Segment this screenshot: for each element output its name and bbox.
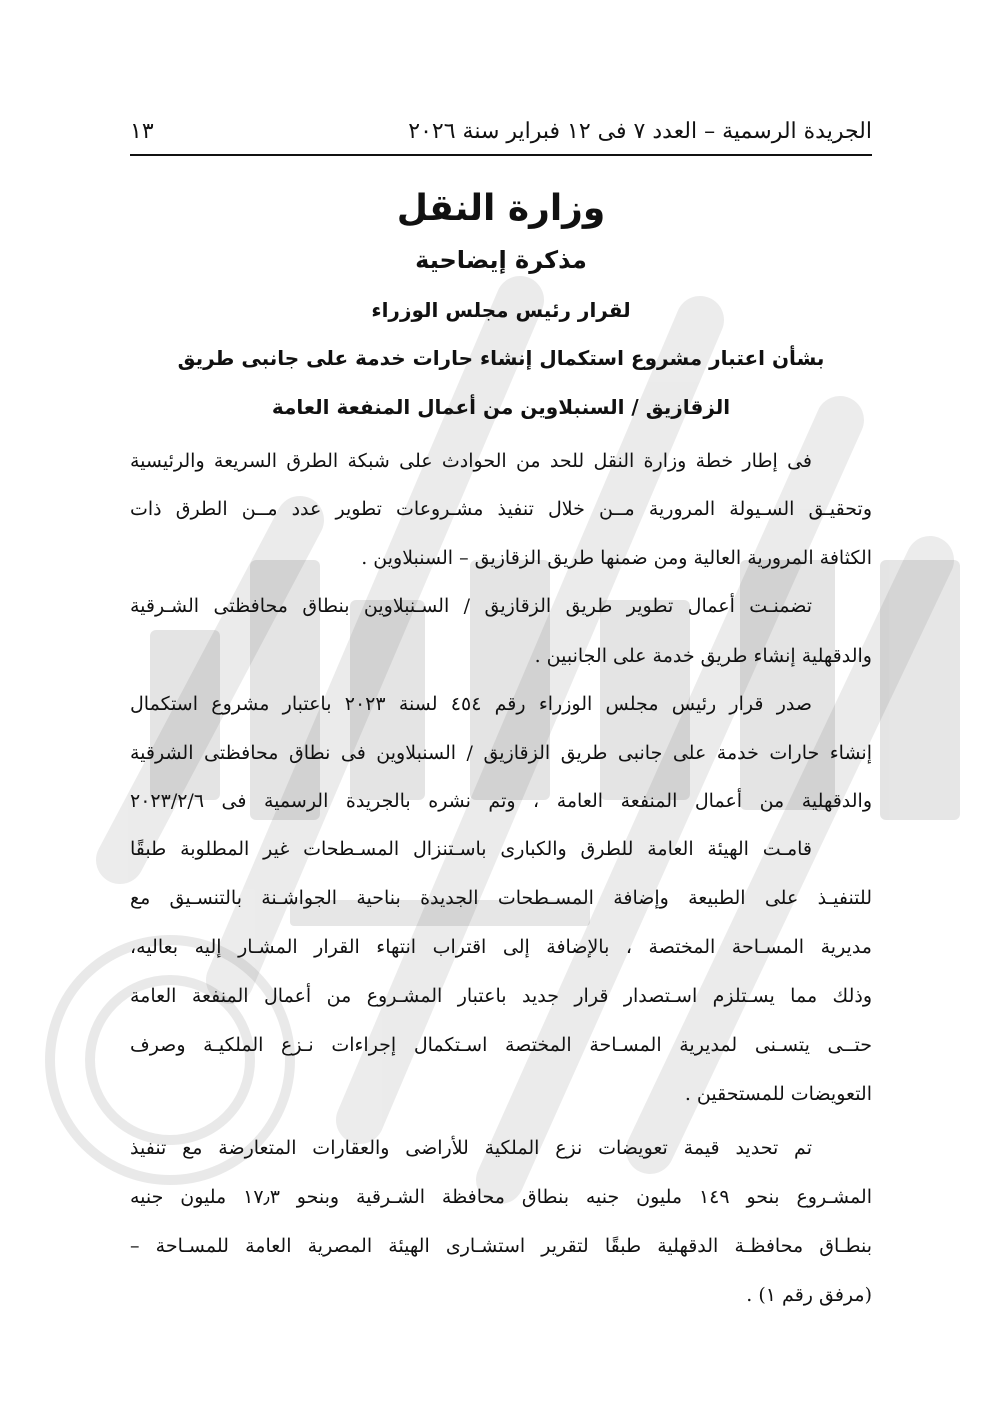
paragraph-4-line: قامـت الهيئة العامة للطرق والكبارى باسـتنزال المسـطحات غير المطلوبة طبقًا [130, 838, 812, 860]
paragraph-2-line: تضمنـت أعمال تطوير طريق الزقازيق / السـنبلاوين بنطاق محافظتى الشـرقية [130, 595, 812, 617]
header-divider [130, 154, 872, 156]
paragraph-4-line: التعويضات للمستحقين . [684, 1083, 872, 1105]
paragraph-3-line: والدقهلية من أعمال المنفعة العامة ، وتم نشره بالجريدة الرسمية فى ٢٠٢٣/٢/٦ [130, 790, 872, 812]
paragraph-1-line: وتحقيـق السـيولة المرورية مــن خلال تنفيذ مشـروعات تطوير عدد مــن الطرق ذات [130, 498, 872, 520]
paragraph-5-line: المشـروع بنحو ١٤٩ مليون جنيه بنطاق محافظة الشـرقية وبنحو ١٧٫٣ مليون جنيه [130, 1186, 873, 1208]
paragraph-2-line: والدقهلية إنشاء طريق خدمة على الجانبين . [534, 645, 872, 667]
subject-line-1: بشأن اعتبار مشروع استكمال إنشاء حارات خدمة على جانبى طريق [177, 346, 825, 370]
paragraph-4-line: للتنفيـذ على الطبيعة وإضافة المسـطحات الجديدة بناحية الجواشـنة بالتنسـيق مع [130, 887, 872, 909]
paragraph-4-line: وذلك مما يسـتلزم اسـتصدار قرار جديد باعتبار المشـروع من أعمال المنفعة العامة [130, 985, 872, 1007]
paragraph-4-line: حتــى يتسـنى لمديرية المسـاحة المختصة اسـتكمال إجراءات نـزع الملكيـة وصرف [130, 1034, 872, 1056]
paragraph-3-line: إنشاء حارات خدمة على جانبى طريق الزقازيق / السنبلاوين فى نطاق محافظتى الشرقية [130, 742, 872, 764]
decree-line: لقرار رئيس مجلس الوزراء [371, 298, 631, 322]
paragraph-5-line: تم تحديد قيمة تعويضات نزع الملكية للأراضى والعقارات المتعارضة مع تنفيذ [130, 1137, 812, 1159]
subject-line-2: الزقازيق / السنبلاوين من أعمال المنفعة العامة [271, 395, 731, 419]
paragraph-3-line: صدر قرار رئيس مجلس الوزراء رقم ٤٥٤ لسنة ٢٠٢٣ باعتبار مشروع استكمال [130, 693, 812, 715]
paragraph-5-line: بنطـاق محافظـة الدقهلية طبقًا لتقرير استشـارى الهيئة المصرية العامة للمسـاحة – [130, 1235, 872, 1257]
memo-title: مذكرة إيضاحية [415, 246, 587, 274]
paragraph-4-line: مديرية المسـاحة المختصة ، بالإضافة إلى اقتراب انتهاء القرار المشـار إليه بعاليه، [130, 936, 872, 958]
paragraph-5-line: (مرفق رقم ١) . [746, 1284, 872, 1306]
page-number: ١٣ [130, 118, 154, 144]
paragraph-1-line: فى إطار خطة وزارة النقل للحد من الحوادث على شبكة الطرق السريعة والرئيسية [130, 450, 812, 472]
paragraph-1-line: الكثافة المرورية العالية ومن ضمنها طريق الزقازيق – السنبلاوين . [361, 547, 872, 569]
gazette-issue: الجريدة الرسمية – العدد ٧ فى ١٢ فبراير سنة ٢٠٢٦ [408, 118, 872, 144]
page-header [130, 113, 872, 149]
ministry-title: وزارة النقل [396, 188, 606, 229]
